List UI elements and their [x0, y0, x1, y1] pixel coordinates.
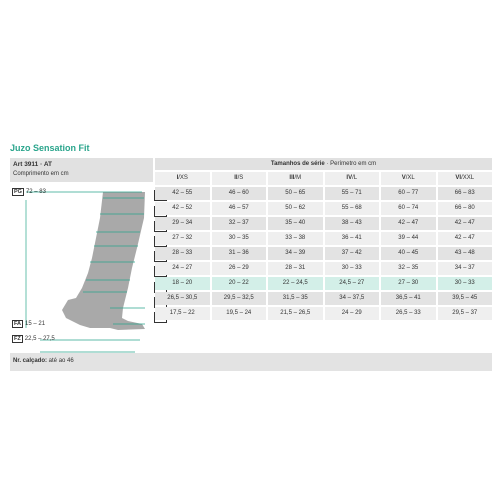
size-row [155, 172, 492, 185]
table-row: 24 – 27 26 – 29 28 – 31 30 – 33 32 – 35 34 – 37 [155, 262, 492, 275]
size-3: III/M [268, 172, 323, 185]
shoe-size-label: Nr. calçado: até ao 46 [13, 358, 74, 364]
table-row: 42 – 55 46 – 60 50 – 65 55 – 71 60 – 77 66 – 83 [155, 187, 492, 200]
table-header-prefix: Tamanhos de série [270, 161, 325, 167]
table-row: 42 – 52 46 – 57 50 – 62 55 – 68 60 – 74 66 – 80 [155, 202, 492, 215]
chart-title: Juzo Sensation Fit [10, 143, 90, 153]
table-header-suffix: · Perímetro em cm [324, 161, 377, 167]
size-6: VI/XXL [438, 172, 493, 185]
size-5: V/XL [381, 172, 436, 185]
length-fz: FZ 22,5 – 27,5 [14, 336, 55, 342]
size-table [155, 158, 492, 320]
table-row: 27 – 32 30 – 35 33 – 38 36 – 41 39 – 44 42 – 47 [155, 232, 492, 245]
shoe-size-footer [10, 353, 492, 371]
table-row: 29 – 34 32 – 37 35 – 40 38 – 43 42 – 47 42 – 47 [155, 217, 492, 230]
article-number: Art 3911 · AT [13, 161, 53, 168]
length-fa: FA 15 – 21 [14, 321, 46, 327]
table-header [155, 158, 492, 170]
size-4: IV/L [325, 172, 380, 185]
leg-silhouette [62, 192, 145, 330]
length-pg: PG 72 – 83 [14, 189, 46, 195]
table-row-highlighted: 18 – 20 20 – 22 22 – 24,5 24,5 – 27 27 – 30 30 – 33 [155, 277, 492, 290]
table-row: 28 – 33 31 – 36 34 – 39 37 – 42 40 – 45 43 – 48 [155, 247, 492, 260]
size-2: II/S [212, 172, 267, 185]
length-label: Comprimento em cm [13, 171, 69, 177]
table-row: 17,5 – 22 19,5 – 24 21,5 – 26,5 24 – 29 26,5 – 33 29,5 – 37 [155, 307, 492, 320]
table-row: 26,5 – 30,5 29,5 – 32,5 31,5 – 35 34 – 37,5 36,5 – 41 39,5 – 45 [155, 292, 492, 305]
size-1: I/XS [155, 172, 210, 185]
